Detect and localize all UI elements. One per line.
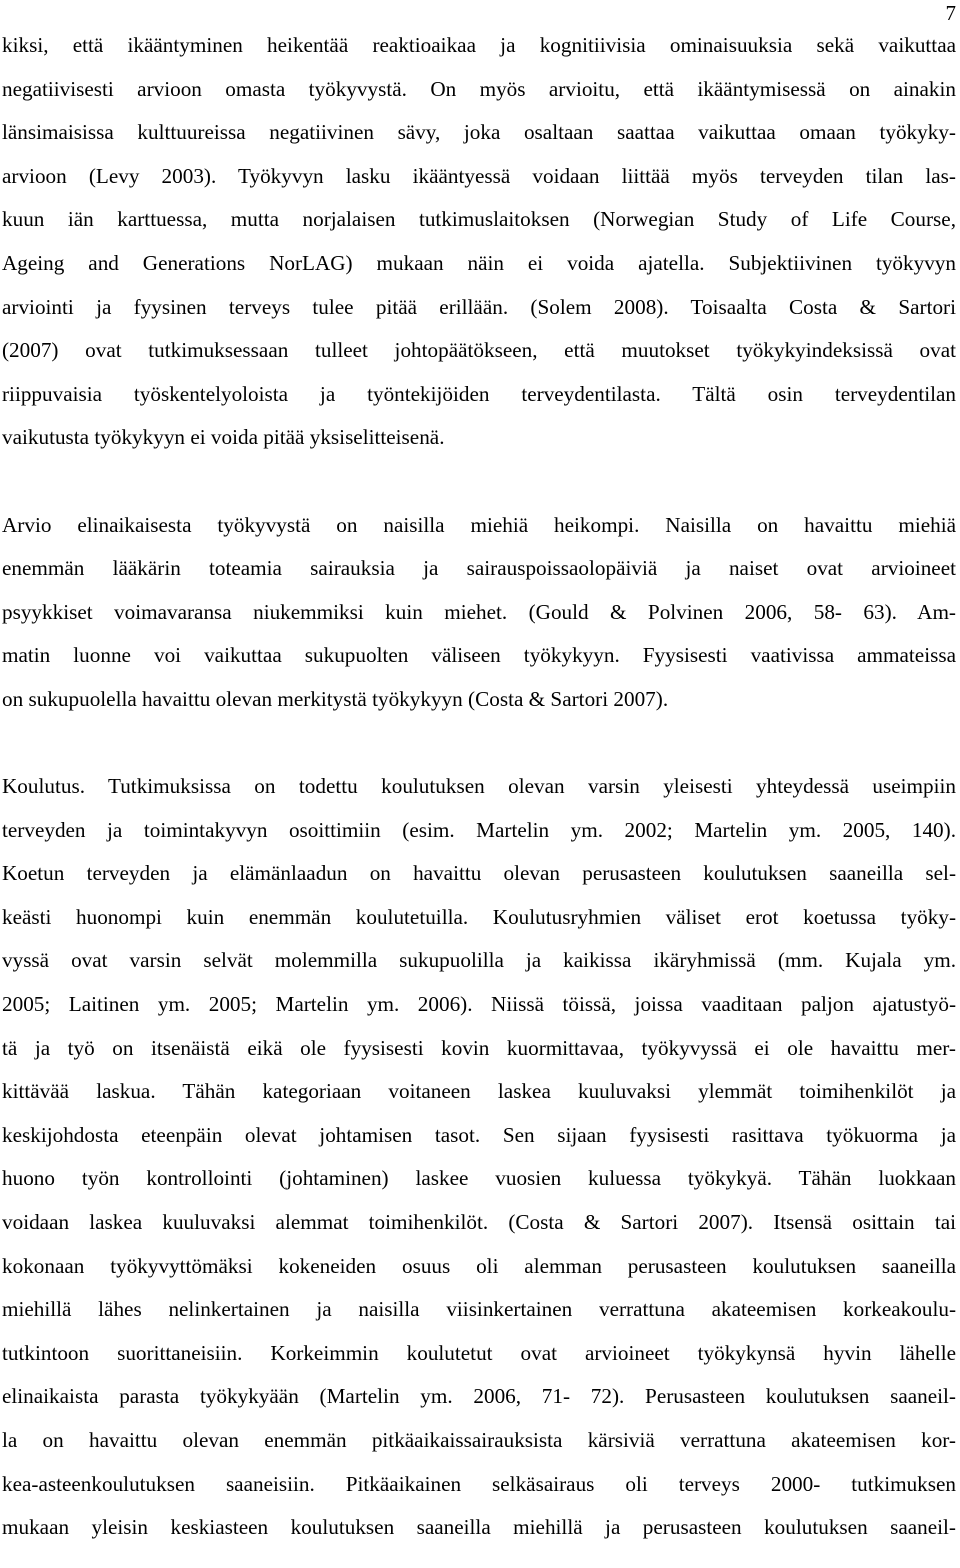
text-line: arvioon (Levy 2003). Työkyvyn lasku ikääntyessä voidaan liittää myös terveyden tilan las- (2, 163, 956, 188)
text-line: 2005; Laitinen ym. 2005; Martelin ym. 2006). Niissä töissä, joissa vaaditaan paljon ajatustyö- (2, 992, 956, 1017)
text-line: Arvio elinaikaisesta työkyvystä on naisilla miehiä heikompi. Naisilla on havaittu miehiä (2, 512, 956, 537)
text-line: terveyden ja toimintakyvyn osoittimiin (esim. Martelin ym. 2002; Martelin ym. 2005, 140). (2, 817, 956, 842)
text-line: tä ja työ on itsenäistä eikä ole fyysisesti kovin kuormittavaa, työkyvyssä ei ole havaittu mer- (2, 1035, 956, 1060)
text-line: enemmän lääkärin toteamia sairauksia ja sairauspoissaolopäiviä ja naiset ovat arvioineet (2, 556, 956, 581)
text-line: elinaikaista parasta työkykyään (Martelin ym. 2006, 71- 72). Perusasteen koulutuksen saaneil- (2, 1384, 956, 1409)
paragraph-spacer (2, 460, 956, 504)
paragraph (2, 504, 956, 722)
text-line: (2007) ovat tutkimuksessaan tulleet johtopäätökseen, että muutokset työkykyindeksissä ovat (2, 338, 956, 363)
paragraph (2, 24, 956, 460)
paragraph (2, 765, 956, 1550)
text-line: psyykkiset voimavaransa niukemmiksi kuin miehet. (Gould & Polvinen 2006, 58- 63). Am- (2, 599, 956, 624)
text-line: huono työn kontrollointi (johtaminen) laskee vuosien kuluessa työkykyä. Tähän luokkaan (2, 1166, 956, 1191)
text-line: kokonaan työkyvyttömäksi kokeneiden osuus oli alemman perusasteen koulutuksen saaneilla (2, 1253, 956, 1278)
page-number: 7 (945, 1, 956, 25)
text-line: länsimaisissa kulttuureissa negatiivinen sävy, joka osaltaan saattaa vaikuttaa omaan työkyky- (2, 120, 956, 145)
text-line: mukaan yleisin keskiasteen koulutuksen saaneilla miehillä ja perusasteen koulutuksen saaneil- (2, 1515, 956, 1540)
text-line: kuun iän karttuessa, mutta norjalaisen tutkimuslaitoksen (Norwegian Study of Life Course, (2, 207, 956, 232)
text-line: keästi huonompi kuin enemmän koulutetuilla. Koulutusryhmien väliset erot koetussa työky- (2, 904, 956, 929)
document-body (2, 24, 956, 1550)
text-line: vyssä ovat varsin selvät molemmilla sukupuolilla ja kaikissa ikäryhmissä (mm. Kujala ym. (2, 948, 956, 973)
text-line: Koetun terveyden ja elämänlaadun on havaittu olevan perusasteen koulutuksen saaneilla sel- (2, 861, 956, 886)
text-line: negatiivisesti arvioon omasta työkyvystä. On myös arvioitu, että ikääntymisessä on ainakin (2, 76, 956, 101)
text-line: kea-asteenkoulutuksen saaneisiin. Pitkäaikainen selkäsairaus oli terveys 2000- tutkimuksen (2, 1471, 956, 1496)
text-line: kittävää laskua. Tähän kategoriaan voitaneen laskea kuuluvaksi ylemmät toimihenkilöt ja (2, 1079, 956, 1104)
text-line: riippuvaisia työskentelyoloista ja työntekijöiden terveydentilasta. Tältä osin terveydentilan (2, 381, 956, 406)
text-line: arviointi ja fyysinen terveys tulee pitää erillään. (Solem 2008). Toisaalta Costa & Sartori (2, 294, 956, 319)
text-line: on sukupuolella havaittu olevan merkitystä työkykyyn (Costa & Sartori 2007). (2, 686, 669, 711)
text-line: tutkintoon suorittaneisiin. Korkeimmin koulutetut ovat arvioineet työkykynsä hyvin lähelle (2, 1340, 956, 1365)
text-line: keskijohdosta eteenpäin olevat johtamisen tasot. Sen sijaan fyysisesti rasittava työkuorma ja (2, 1122, 956, 1147)
text-line: kiksi, että ikääntyminen heikentää reaktioaikaa ja kognitiivisia ominaisuuksia sekä vaikuttaa (2, 33, 956, 57)
text-line: Ageing and Generations NorLAG) mukaan näin ei voida ajatella. Subjektiivinen työkyvyn (2, 250, 956, 275)
paragraph-spacer (2, 722, 956, 766)
text-line: vaikutusta työkykyyn ei voida pitää yksiselitteisenä. (2, 425, 445, 450)
text-line: la on havaittu olevan enemmän pitkäaikaissairauksista kärsiviä verrattuna akateemisen kor- (2, 1428, 956, 1452)
text-line: miehillä lähes nelinkertainen ja naisilla viisinkertainen verrattuna akateemisen korkeakoulu- (2, 1297, 956, 1322)
text-line: Koulutus. Tutkimuksissa on todettu koulutuksen olevan varsin yleisesti yhteydessä useimpiin (2, 774, 956, 799)
text-line: matin luonne voi vaikuttaa sukupuolten väliseen työkykyyn. Fyysisesti vaativissa ammateissa (2, 643, 956, 668)
text-line: voidaan laskea kuuluvaksi alemmat toimihenkilöt. (Costa & Sartori 2007). Itsensä osittain tai (2, 1210, 956, 1235)
